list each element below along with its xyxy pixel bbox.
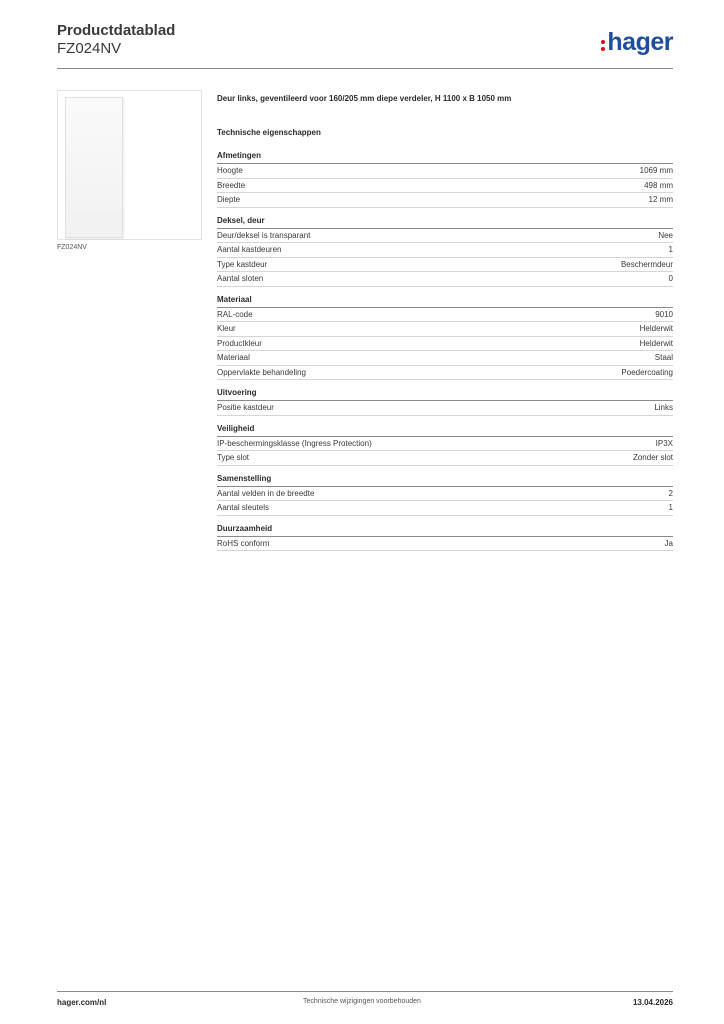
spec-row	[217, 229, 673, 244]
spec-value: 1069 mm	[639, 166, 673, 175]
spec-value: Nee	[658, 230, 673, 240]
section-title: Samenstelling	[217, 474, 673, 487]
spec-row	[217, 401, 673, 416]
spec-section	[217, 524, 673, 552]
logo-text: hager	[607, 28, 673, 56]
spec-section	[217, 474, 673, 516]
spec-value: 1	[668, 245, 673, 254]
footer-date: 13.04.2026	[632, 998, 673, 1007]
technical-properties-heading: Technische eigenschappen	[217, 128, 321, 137]
spec-label: Productkleur	[217, 338, 262, 348]
spec-section	[217, 424, 673, 466]
product-code: FZ024NV	[57, 40, 122, 57]
spec-value: 0	[668, 274, 673, 283]
document-header	[57, 22, 175, 58]
spec-label: Oppervlakte behandeling	[217, 367, 306, 377]
header-divider	[57, 68, 673, 69]
spec-label: Deur/deksel is transparant	[217, 230, 311, 240]
footer-notice: Technische wijzigingen voorbehouden	[303, 998, 421, 1005]
spec-label: RAL-code	[217, 309, 253, 319]
spec-row	[217, 179, 673, 194]
section-title: Deksel, deur	[217, 216, 673, 229]
spec-label: RoHS conform	[217, 538, 270, 548]
spec-label: Kleur	[217, 324, 236, 333]
spec-row	[217, 164, 673, 179]
spec-section	[217, 216, 673, 287]
spec-row	[217, 451, 673, 466]
logo-dots-icon	[601, 40, 605, 51]
product-image-frame	[57, 90, 202, 240]
spec-row	[217, 366, 673, 381]
spec-label: Aantal sleutels	[217, 503, 270, 512]
spec-label: Type kastdeur	[217, 259, 268, 269]
door-panel-image	[65, 97, 123, 238]
spec-label: Aantal sloten	[217, 274, 264, 283]
spec-row	[217, 258, 673, 273]
spec-row	[217, 351, 673, 366]
section-title: Veiligheid	[217, 424, 673, 437]
product-image-caption: FZ024NV	[57, 244, 87, 251]
hager-logo	[601, 28, 673, 57]
spec-value: 12 mm	[648, 195, 673, 204]
footer-website[interactable]: hager.com/nl	[57, 998, 107, 1007]
spec-value: IP3X	[655, 438, 673, 448]
spec-row	[217, 487, 673, 502]
spec-value: Staal	[654, 353, 673, 362]
section-title: Duurzaamheid	[217, 524, 673, 537]
spec-row	[217, 193, 673, 208]
spec-label: IP-beschermingsklasse (Ingress Protection)	[217, 438, 372, 448]
spec-label: Aantal kastdeuren	[217, 245, 282, 254]
section-title: Uitvoering	[217, 388, 673, 401]
spec-label: Diepte	[217, 195, 241, 204]
spec-row	[217, 243, 673, 258]
document-title: Productdatablad	[57, 22, 176, 39]
spec-value: Links	[654, 403, 673, 412]
spec-row	[217, 537, 673, 552]
spec-section	[217, 151, 673, 208]
spec-row	[217, 308, 673, 323]
specifications	[217, 94, 673, 559]
spec-value: 9010	[655, 309, 673, 319]
spec-label: Hoogte	[217, 166, 243, 175]
spec-label: Aantal velden in de breedte	[217, 488, 315, 498]
product-description: Deur links, geventileerd voor 160/205 mm diepe verdeler, H 1100 x B 1050 mm	[217, 94, 512, 103]
spec-value: 1	[668, 503, 673, 512]
section-title: Materiaal	[217, 295, 673, 308]
spec-value: 2	[668, 488, 673, 498]
spec-row	[217, 337, 673, 352]
spec-row	[217, 437, 673, 452]
spec-value: Beschermdeur	[620, 259, 673, 269]
spec-label: Type slot	[217, 453, 250, 462]
spec-label: Materiaal	[217, 353, 250, 362]
spec-value: Helderwit	[639, 338, 673, 348]
section-title: Afmetingen	[217, 151, 673, 164]
spec-row	[217, 501, 673, 516]
spec-label: Breedte	[217, 180, 246, 190]
spec-value: Ja	[664, 538, 673, 548]
spec-row	[217, 322, 673, 337]
spec-value: Poedercoating	[621, 367, 673, 377]
spec-section	[217, 295, 673, 381]
spec-section	[217, 388, 673, 416]
spec-value: Helderwit	[639, 324, 673, 333]
spec-value: 498 mm	[644, 180, 673, 190]
spec-label: Positie kastdeur	[217, 403, 274, 412]
spec-row	[217, 272, 673, 287]
footer-divider	[57, 991, 673, 992]
spec-sections	[217, 151, 673, 551]
spec-value: Zonder slot	[632, 453, 673, 462]
